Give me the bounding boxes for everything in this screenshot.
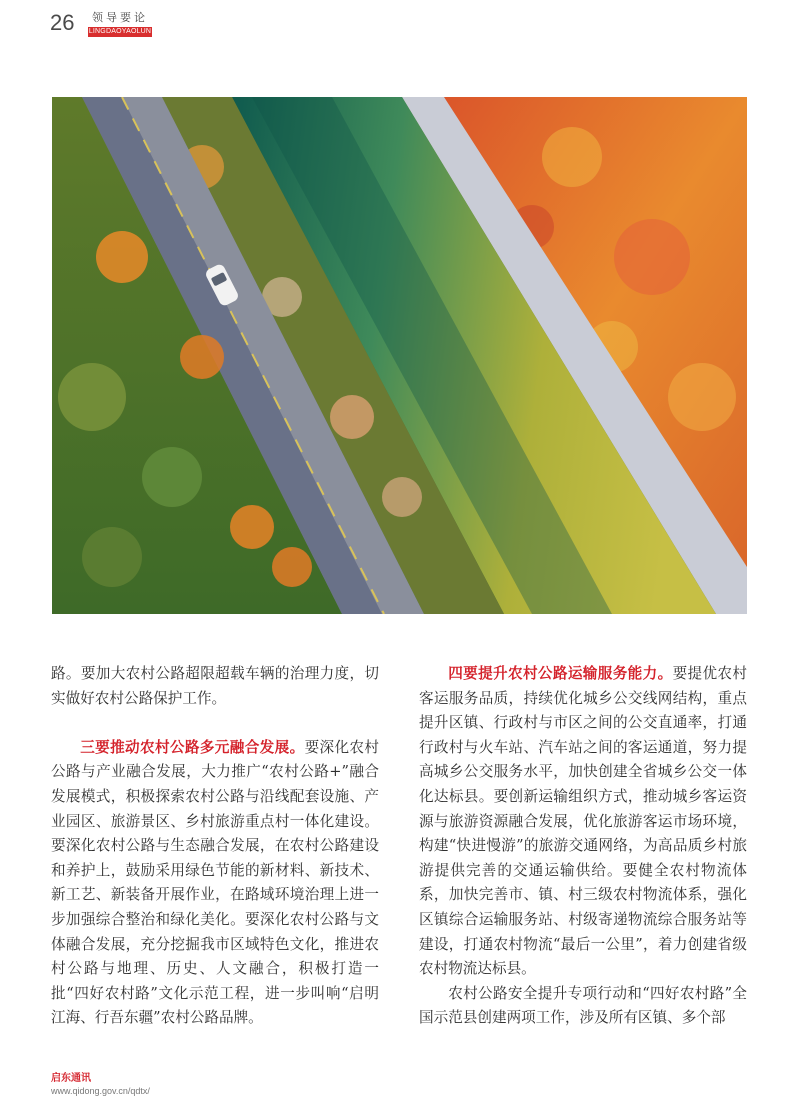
paragraph-lead: 四要提升农村公路运输服务能力。 <box>448 665 673 682</box>
aerial-photo <box>52 97 747 614</box>
section-title: 领导要论 <box>92 11 148 24</box>
paragraph <box>419 662 747 982</box>
page-number: 26 <box>50 10 75 35</box>
paragraph: 农村公路安全提升专项行动和“四好农村路”全国示范县创建两项工作，涉及所有区镇、多个部 <box>419 984 747 1027</box>
footer-url: www.qidong.gov.cn/qdtx/ <box>51 1086 150 1096</box>
section-header <box>88 11 152 37</box>
paragraph <box>51 736 379 1031</box>
right-column <box>419 662 747 1031</box>
paragraph-body: 要深化农村公路与产业融合发展，大力推广“农村公路+”融合发展模式，积极探索农村公路与沿线配套设施、产业园区、旅游景区、乡村旅游重点村一体化建设。要深化农村公路与生态融合发展，在农村公路建设和养护上，鼓励采用绿色节能的新材料、新技术、新工艺、新装备开展作业，在路域环境治理上进一步加强综合整治和绿化美化。要深化农村公路与文体融合发展，充分挖掘我市区域特色文化，推进农村公路与地理、历史、人文融合，积极打造一批“四好农村路”文化示范工程，进一步叫响“启明江海、行吾东疆”农村公路品牌。 <box>51 738 379 1027</box>
section-pinyin: LINGDAOYAOLUN <box>88 28 152 35</box>
left-column <box>51 662 379 1031</box>
paragraph-lead: 三要推动农村公路多元融合发展。 <box>80 738 305 756</box>
footer <box>51 1073 150 1097</box>
paragraph: 路。要加大农村公路超限超载车辆的治理力度，切实做好农村公路保护工作。 <box>51 665 379 707</box>
footer-brand: 启东通讯 <box>51 1073 91 1084</box>
paragraph-body: 要提优农村客运服务品质，持续优化城乡公交线网结构，重点提升区镇、行政村与市区之间的公交直通率，打通行政村与火车站、汽车站之间的客运通道，努力提高城乡公交服务水平，加快创建全省城乡公交一体化达标县。要创新运输组织方式，推动城乡客运资源与旅游资源融合发展，优化旅游客运市场环境，构建“快进慢游”的旅游交通网络，为高品质乡村旅游提供完善的交通运输供给。要健全农村物流体系，加快完善市、镇、村三级农村物流体系，强化区镇综合运输服务站、村级寄递物流综合服务站等建设，打通农村物流“最后一公里”，着力创建省级农村物流达标县。 <box>419 665 747 978</box>
